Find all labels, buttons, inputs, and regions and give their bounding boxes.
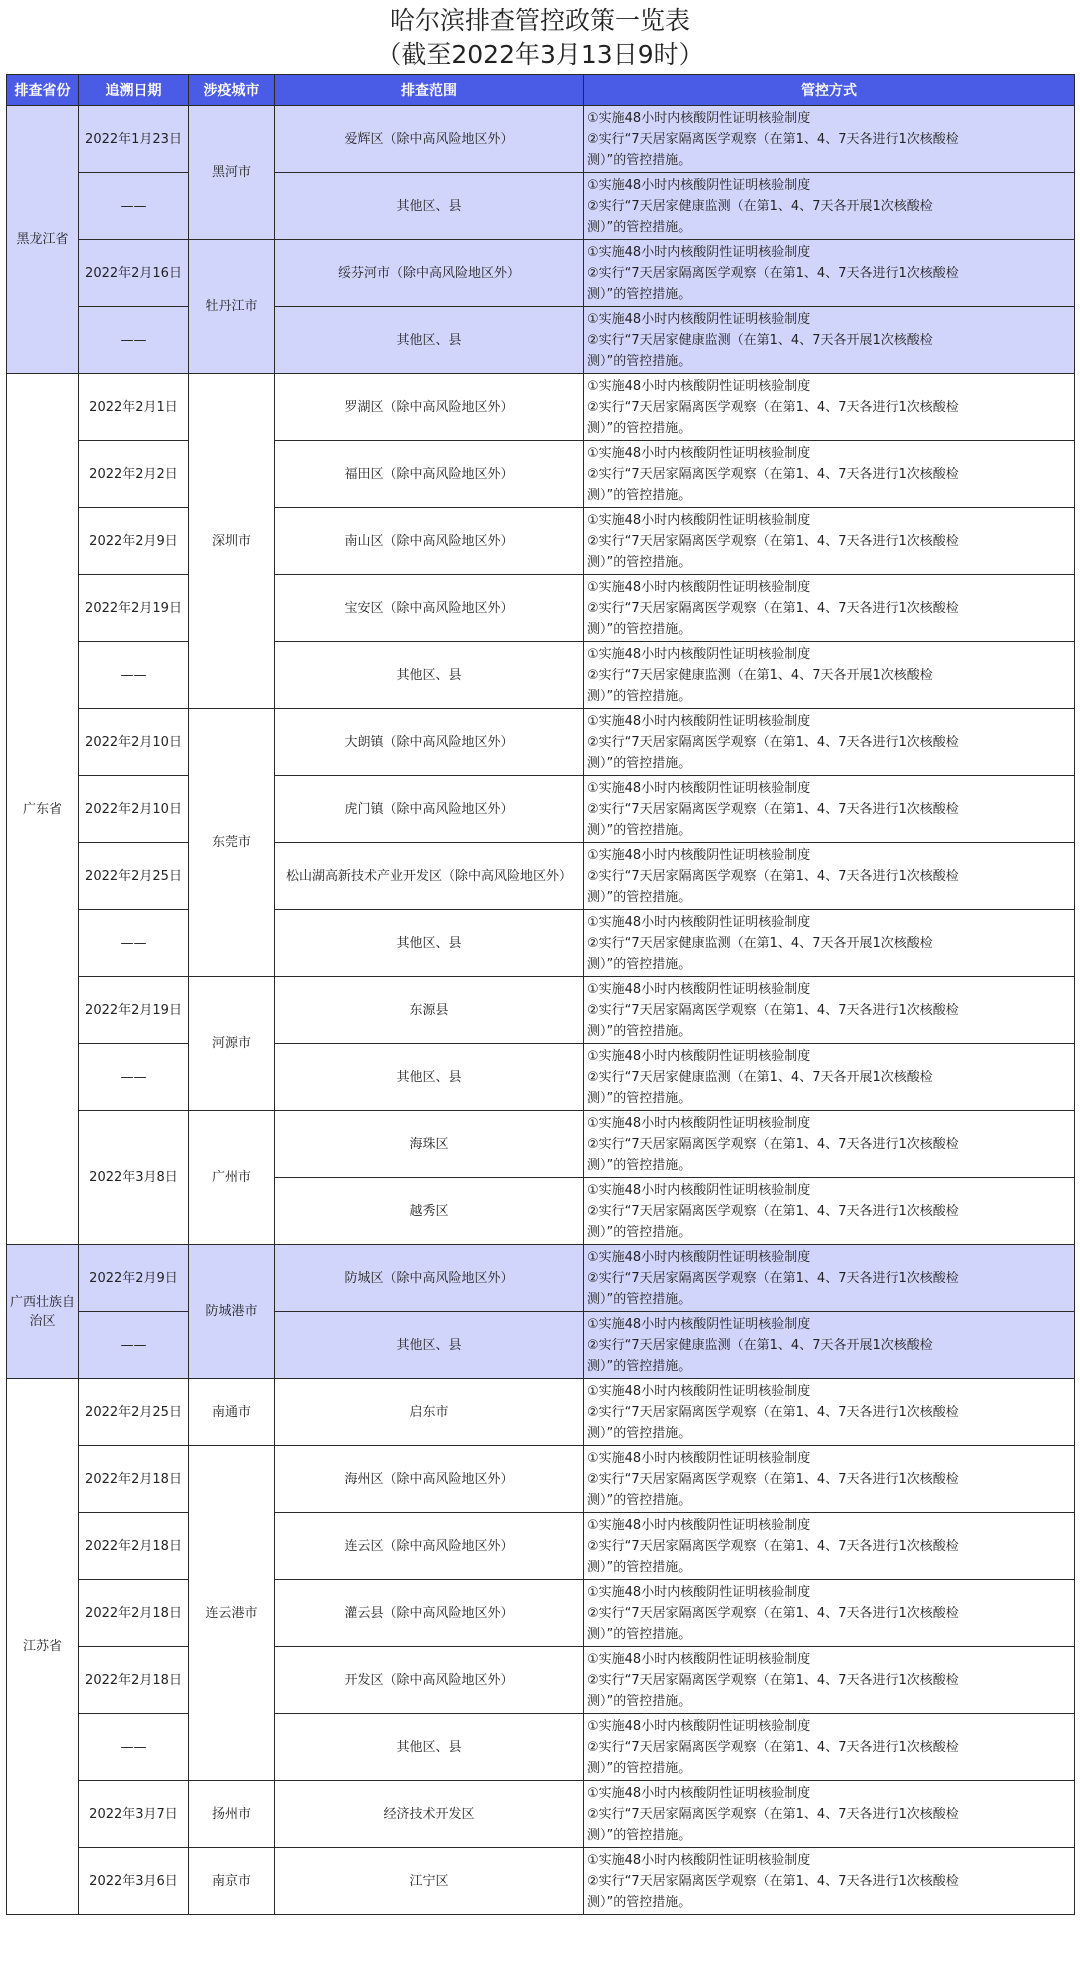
date-cell: 2022年2月19日 xyxy=(79,575,189,642)
date-cell: 2022年2月25日 xyxy=(79,1379,189,1446)
measure-cell: ①实施48小时内核酸阴性证明核验制度 ②实行“7天居家健康监测（在第1、4、7天各开展1次核酸检 测）”的管控措施。 xyxy=(584,307,1075,374)
measure-cell: ①实施48小时内核酸阴性证明核验制度 ②实行“7天居家隔离医学观察（在第1、4、7天各进行1次核酸检 测）”的管控措施。 xyxy=(584,1513,1075,1580)
table-row xyxy=(7,374,1075,441)
table-row xyxy=(7,441,1075,508)
date-cell: —— xyxy=(79,910,189,977)
city-cell: 黑河市 xyxy=(189,106,275,240)
city-cell: 扬州市 xyxy=(189,1781,275,1848)
measure-cell: ①实施48小时内核酸阴性证明核验制度 ②实行“7天居家健康监测（在第1、4、7天各开展1次核酸检 测）”的管控措施。 xyxy=(584,910,1075,977)
table-row xyxy=(7,508,1075,575)
scope-cell: 爱辉区（除中高风险地区外） xyxy=(275,106,584,173)
date-cell: 2022年3月8日 xyxy=(79,1111,189,1245)
scope-cell: 越秀区 xyxy=(275,1178,584,1245)
date-cell: 2022年2月16日 xyxy=(79,240,189,307)
scope-cell: 宝安区（除中高风险地区外） xyxy=(275,575,584,642)
table-row xyxy=(7,106,1075,173)
date-cell: 2022年2月18日 xyxy=(79,1647,189,1714)
scope-cell: 福田区（除中高风险地区外） xyxy=(275,441,584,508)
header-scope: 排查范围 xyxy=(275,75,584,106)
table-row xyxy=(7,843,1075,910)
table-row xyxy=(7,1580,1075,1647)
measure-cell: ①实施48小时内核酸阴性证明核验制度 ②实行“7天居家隔离医学观察（在第1、4、7天各进行1次核酸检 测）”的管控措施。 xyxy=(584,575,1075,642)
measure-cell: ①实施48小时内核酸阴性证明核验制度 ②实行“7天居家健康监测（在第1、4、7天各开展1次核酸检 测）”的管控措施。 xyxy=(584,642,1075,709)
scope-cell: 大朗镇（除中高风险地区外） xyxy=(275,709,584,776)
header-date: 追溯日期 xyxy=(79,75,189,106)
city-cell: 深圳市 xyxy=(189,374,275,709)
scope-cell: 灌云县（除中高风险地区外） xyxy=(275,1580,584,1647)
header-city: 涉疫城市 xyxy=(189,75,275,106)
measure-cell: ①实施48小时内核酸阴性证明核验制度 ②实行“7天居家隔离医学观察（在第1、4、7天各进行1次核酸检 测）”的管控措施。 xyxy=(584,1781,1075,1848)
scope-cell: 经济技术开发区 xyxy=(275,1781,584,1848)
date-cell: 2022年3月7日 xyxy=(79,1781,189,1848)
measure-cell: ①实施48小时内核酸阴性证明核验制度 ②实行“7天居家隔离医学观察（在第1、4、7天各进行1次核酸检 测）”的管控措施。 xyxy=(584,1580,1075,1647)
scope-cell: 罗湖区（除中高风险地区外） xyxy=(275,374,584,441)
measure-cell: ①实施48小时内核酸阴性证明核验制度 ②实行“7天居家健康监测（在第1、4、7天各开展1次核酸检 测）”的管控措施。 xyxy=(584,1312,1075,1379)
scope-cell: 其他区、县 xyxy=(275,1714,584,1781)
policy-table xyxy=(6,74,1075,1915)
table-row xyxy=(7,1044,1075,1111)
date-cell: 2022年2月2日 xyxy=(79,441,189,508)
table-row xyxy=(7,977,1075,1044)
scope-cell: 海州区（除中高风险地区外） xyxy=(275,1446,584,1513)
province-cell: 广西壮族自治区 xyxy=(7,1245,79,1379)
date-cell: 2022年1月23日 xyxy=(79,106,189,173)
table-row xyxy=(7,642,1075,709)
city-cell: 南京市 xyxy=(189,1848,275,1915)
date-cell: 2022年2月18日 xyxy=(79,1446,189,1513)
scope-cell: 其他区、县 xyxy=(275,1044,584,1111)
scope-cell: 防城区（除中高风险地区外） xyxy=(275,1245,584,1312)
table-row xyxy=(7,1513,1075,1580)
date-cell: —— xyxy=(79,1044,189,1111)
table-row xyxy=(7,173,1075,240)
table-row xyxy=(7,575,1075,642)
date-cell: 2022年2月18日 xyxy=(79,1580,189,1647)
scope-cell: 其他区、县 xyxy=(275,910,584,977)
province-cell: 江苏省 xyxy=(7,1379,79,1915)
date-cell: —— xyxy=(79,1714,189,1781)
city-cell: 防城港市 xyxy=(189,1245,275,1379)
measure-cell: ①实施48小时内核酸阴性证明核验制度 ②实行“7天居家健康监测（在第1、4、7天各开展1次核酸检 测）”的管控措施。 xyxy=(584,1044,1075,1111)
scope-cell: 启东市 xyxy=(275,1379,584,1446)
scope-cell: 开发区（除中高风险地区外） xyxy=(275,1647,584,1714)
measure-cell: ①实施48小时内核酸阴性证明核验制度 ②实行“7天居家隔离医学观察（在第1、4、7天各进行1次核酸检 测）”的管控措施。 xyxy=(584,1714,1075,1781)
measure-cell: ①实施48小时内核酸阴性证明核验制度 ②实行“7天居家隔离医学观察（在第1、4、7天各进行1次核酸检 测）”的管控措施。 xyxy=(584,1848,1075,1915)
measure-cell: ①实施48小时内核酸阴性证明核验制度 ②实行“7天居家隔离医学观察（在第1、4、7天各进行1次核酸检 测）”的管控措施。 xyxy=(584,441,1075,508)
scope-cell: 其他区、县 xyxy=(275,173,584,240)
measure-cell: ①实施48小时内核酸阴性证明核验制度 ②实行“7天居家隔离医学观察（在第1、4、7天各进行1次核酸检 测）”的管控措施。 xyxy=(584,977,1075,1044)
table-row xyxy=(7,1111,1075,1178)
table-row xyxy=(7,1446,1075,1513)
measure-cell: ①实施48小时内核酸阴性证明核验制度 ②实行“7天居家隔离医学观察（在第1、4、7天各进行1次核酸检 测）”的管控措施。 xyxy=(584,1446,1075,1513)
table-row xyxy=(7,1647,1075,1714)
scope-cell: 南山区（除中高风险地区外） xyxy=(275,508,584,575)
date-cell: —— xyxy=(79,1312,189,1379)
scope-cell: 海珠区 xyxy=(275,1111,584,1178)
city-cell: 南通市 xyxy=(189,1379,275,1446)
header-measure: 管控方式 xyxy=(584,75,1075,106)
city-cell: 牡丹江市 xyxy=(189,240,275,374)
measure-cell: ①实施48小时内核酸阴性证明核验制度 ②实行“7天居家隔离医学观察（在第1、4、7天各进行1次核酸检 测）”的管控措施。 xyxy=(584,1245,1075,1312)
scope-cell: 江宁区 xyxy=(275,1848,584,1915)
date-cell: —— xyxy=(79,642,189,709)
table-row xyxy=(7,910,1075,977)
page-title: 哈尔滨排查管控政策一览表 xyxy=(389,6,690,35)
measure-cell: ①实施48小时内核酸阴性证明核验制度 ②实行“7天居家隔离医学观察（在第1、4、7天各进行1次核酸检 测）”的管控措施。 xyxy=(584,1178,1075,1245)
city-cell: 东莞市 xyxy=(189,709,275,977)
table-row xyxy=(7,776,1075,843)
header-province: 排查省份 xyxy=(7,75,79,106)
measure-cell: ①实施48小时内核酸阴性证明核验制度 ②实行“7天居家隔离医学观察（在第1、4、7天各进行1次核酸检 测）”的管控措施。 xyxy=(584,776,1075,843)
measure-cell: ①实施48小时内核酸阴性证明核验制度 ②实行“7天居家隔离医学观察（在第1、4、7天各进行1次核酸检 测）”的管控措施。 xyxy=(584,374,1075,441)
table-row xyxy=(7,240,1075,307)
table-row xyxy=(7,1781,1075,1848)
measure-cell: ①实施48小时内核酸阴性证明核验制度 ②实行“7天居家健康监测（在第1、4、7天各开展1次核酸检 测）”的管控措施。 xyxy=(584,173,1075,240)
table-row xyxy=(7,1848,1075,1915)
table-row xyxy=(7,1245,1075,1312)
city-cell: 连云港市 xyxy=(189,1446,275,1781)
city-cell: 广州市 xyxy=(189,1111,275,1245)
measure-cell: ①实施48小时内核酸阴性证明核验制度 ②实行“7天居家隔离医学观察（在第1、4、7天各进行1次核酸检 测）”的管控措施。 xyxy=(584,508,1075,575)
date-cell: 2022年2月10日 xyxy=(79,709,189,776)
measure-cell: ①实施48小时内核酸阴性证明核验制度 ②实行“7天居家隔离医学观察（在第1、4、7天各进行1次核酸检 测）”的管控措施。 xyxy=(584,1111,1075,1178)
table-row xyxy=(7,307,1075,374)
scope-cell: 松山湖高新技术产业开发区（除中高风险地区外） xyxy=(275,843,584,910)
date-cell: 2022年3月6日 xyxy=(79,1848,189,1915)
measure-cell: ①实施48小时内核酸阴性证明核验制度 ②实行“7天居家隔离医学观察（在第1、4、7天各进行1次核酸检 测）”的管控措施。 xyxy=(584,1647,1075,1714)
scope-cell: 连云区（除中高风险地区外） xyxy=(275,1513,584,1580)
measure-cell: ①实施48小时内核酸阴性证明核验制度 ②实行“7天居家隔离医学观察（在第1、4、7天各进行1次核酸检 测）”的管控措施。 xyxy=(584,1379,1075,1446)
date-cell: —— xyxy=(79,307,189,374)
measure-cell: ①实施48小时内核酸阴性证明核验制度 ②实行“7天居家隔离医学观察（在第1、4、7天各进行1次核酸检 测）”的管控措施。 xyxy=(584,240,1075,307)
measure-cell: ①实施48小时内核酸阴性证明核验制度 ②实行“7天居家隔离医学观察（在第1、4、7天各进行1次核酸检 测）”的管控措施。 xyxy=(584,843,1075,910)
measure-cell: ①实施48小时内核酸阴性证明核验制度 ②实行“7天居家隔离医学观察（在第1、4、7天各进行1次核酸检 测）”的管控措施。 xyxy=(584,709,1075,776)
date-cell: —— xyxy=(79,173,189,240)
table-row xyxy=(7,709,1075,776)
date-cell: 2022年2月1日 xyxy=(79,374,189,441)
table-row xyxy=(7,1312,1075,1379)
scope-cell: 东源县 xyxy=(275,977,584,1044)
measure-cell: ①实施48小时内核酸阴性证明核验制度 ②实行“7天居家隔离医学观察（在第1、4、7天各进行1次核酸检 测）”的管控措施。 xyxy=(584,106,1075,173)
date-cell: 2022年2月18日 xyxy=(79,1513,189,1580)
date-cell: 2022年2月9日 xyxy=(79,508,189,575)
date-cell: 2022年2月9日 xyxy=(79,1245,189,1312)
scope-cell: 其他区、县 xyxy=(275,1312,584,1379)
date-cell: 2022年2月19日 xyxy=(79,977,189,1044)
province-cell: 黑龙江省 xyxy=(7,106,79,374)
scope-cell: 虎门镇（除中高风险地区外） xyxy=(275,776,584,843)
scope-cell: 绥芬河市（除中高风险地区外） xyxy=(275,240,584,307)
table-row xyxy=(7,1379,1075,1446)
table-header-row xyxy=(7,75,1075,106)
province-cell: 广东省 xyxy=(7,374,79,1245)
page-subtitle: （截至2022年3月13日9时） xyxy=(376,40,704,69)
scope-cell: 其他区、县 xyxy=(275,307,584,374)
date-cell: 2022年2月25日 xyxy=(79,843,189,910)
date-cell: 2022年2月10日 xyxy=(79,776,189,843)
table-row xyxy=(7,1714,1075,1781)
city-cell: 河源市 xyxy=(189,977,275,1111)
scope-cell: 其他区、县 xyxy=(275,642,584,709)
title-block xyxy=(0,0,1080,74)
